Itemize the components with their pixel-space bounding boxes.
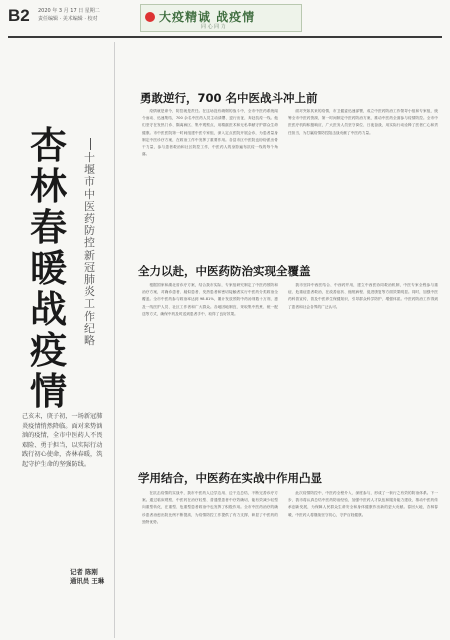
feature-subtitle xyxy=(84,138,96,347)
banner-title: 大疫精诚 战疫情 xyxy=(159,10,256,24)
article-column xyxy=(288,108,438,256)
article-text: 疫情就是命令，防控就是责任。在这场没有硝烟的战斗中，全市中医药系统闻令而动、迅速集结，700 余名中医药人员主动请缨、逆行出征，奔赴抗疫一线。他们坚守在发热门诊、隔离病区、集中观察点，用精湛医术和无私奉献守护群众生命健康。市中医医院第一时间组建中医专家组，深入定点医院开展会诊，为患者量身制定中医诊疗方案，在救治工作中发挥了重要作用。各县市区中医院也纷纷派出骨干力量，参与患者救治和社区防控工作，中医药人的身影遍布抗疫一线的每个角落。 xyxy=(142,109,278,157)
article-column xyxy=(142,490,278,635)
column-divider xyxy=(114,42,115,638)
lead-note: 己亥末，庚子初，一场新冠肺炎疫情悄然降临。面对来势汹汹的疫情，全市中医药人不畏艰险、勇于担当，以实际行动践行初心使命，杏林春暖，筑起守护生命的坚强防线。 xyxy=(22,413,103,468)
page-number: B2 xyxy=(8,6,30,25)
article-text: 根据国家和湖北省诊疗方案，结合我市实际，专家组研究制定了中医药预防和治疗方案，对确诊患者、疑似患者、发热患者和密切接触者实行中医药分类救治全覆盖。全市中医药参与救治率达到 98.81%，累计发放预防中药汤剂数十万剂，惠及一线医护人员、社区工作者和广大群众。各地因地制宜，采取集中煎煮、统一配送等方式，确保中药及时送到患者手中，取得了良好效果。 xyxy=(142,283,278,316)
page-header xyxy=(0,0,450,40)
issue-date: 2020 年 3 月 17 日 星期二 xyxy=(38,8,100,14)
article-text: 我市坚持中西医结合、中西药并用，建立中西医协同救治机制，中医专家全程参与重症、危重症患者救治，在改善症状、缩短病程、促进康复等方面效果明显。同时，加强中医药科普宣传，普及中医养生保健知识，引导群众科学防护、增强体质。中医药防治工作得到了患者和社会各界的广泛认可。 xyxy=(288,283,438,309)
article-text: 此次疫情防控中，中医药全程介入、深度参与，形成了一套行之有效的防治体系。下一步，我市将认真总结中医药防治经验，加强中医药人才队伍和服务能力建设，推动中医药传承创新发展，为保障人民群众生命安全和身体健康作出新的更大贡献。春回大地，杏林春暖，中医药人将继续坚守初心，守护百姓健康。 xyxy=(288,491,438,517)
article-text: 在抗击疫情的实战中，我市中医药人边学边用、边干边总结，不断完善诊疗方案。通过临床观察，中医药在治疗轻型、普通型患者中疗效确切，能有效减少轻型向重型转化，在重型、危重型患者救治中也发挥了积极作用。全市中医药治疗的确诊患者治愈出院比例不断提高，为疫情防控工作提供了有力支撑，彰显了中医药的独特优势。 xyxy=(142,491,278,524)
feature-title: 杏林春暖战疫情 xyxy=(30,123,67,413)
editor-credits: 责任编辑 · 美术编辑 · 校对 xyxy=(38,16,98,22)
feature-subtitle-text: 十堰市中医药防控新冠肺炎工作纪略 xyxy=(84,151,95,348)
byline: 记者 陈刚 通讯员 王琳 xyxy=(70,568,105,585)
article-column xyxy=(288,490,438,635)
section-heading: 全力以赴，中医药防治实现全覆盖 xyxy=(138,264,311,278)
banner-subtitle: 同 心 同 力 xyxy=(201,24,226,30)
article-column xyxy=(142,108,278,256)
section-banner xyxy=(140,4,302,32)
header-rule xyxy=(8,36,442,38)
section-heading: 学用结合，中医药在实战中作用凸显 xyxy=(138,471,322,485)
section-heading: 勇敢逆行，700 名中医战斗冲上前 xyxy=(140,91,318,105)
article-column xyxy=(288,282,438,452)
emblem-icon xyxy=(145,12,155,22)
article-text: 面对突如其来的疫情，市卫健委迅速部署，成立中医药防治工作领导小组和专家组，统筹全市中医药资源，第一时间制定中医药防治方案，推动中医药全面参与疫情防控。全市中医医疗机构积极响应，广大医务人员坚守岗位、日夜奋战，用实际行动诠释了医者仁心和责任担当，为打赢疫情防控阻击战贡献了中医药力量。 xyxy=(288,109,438,135)
article-column xyxy=(142,282,278,452)
